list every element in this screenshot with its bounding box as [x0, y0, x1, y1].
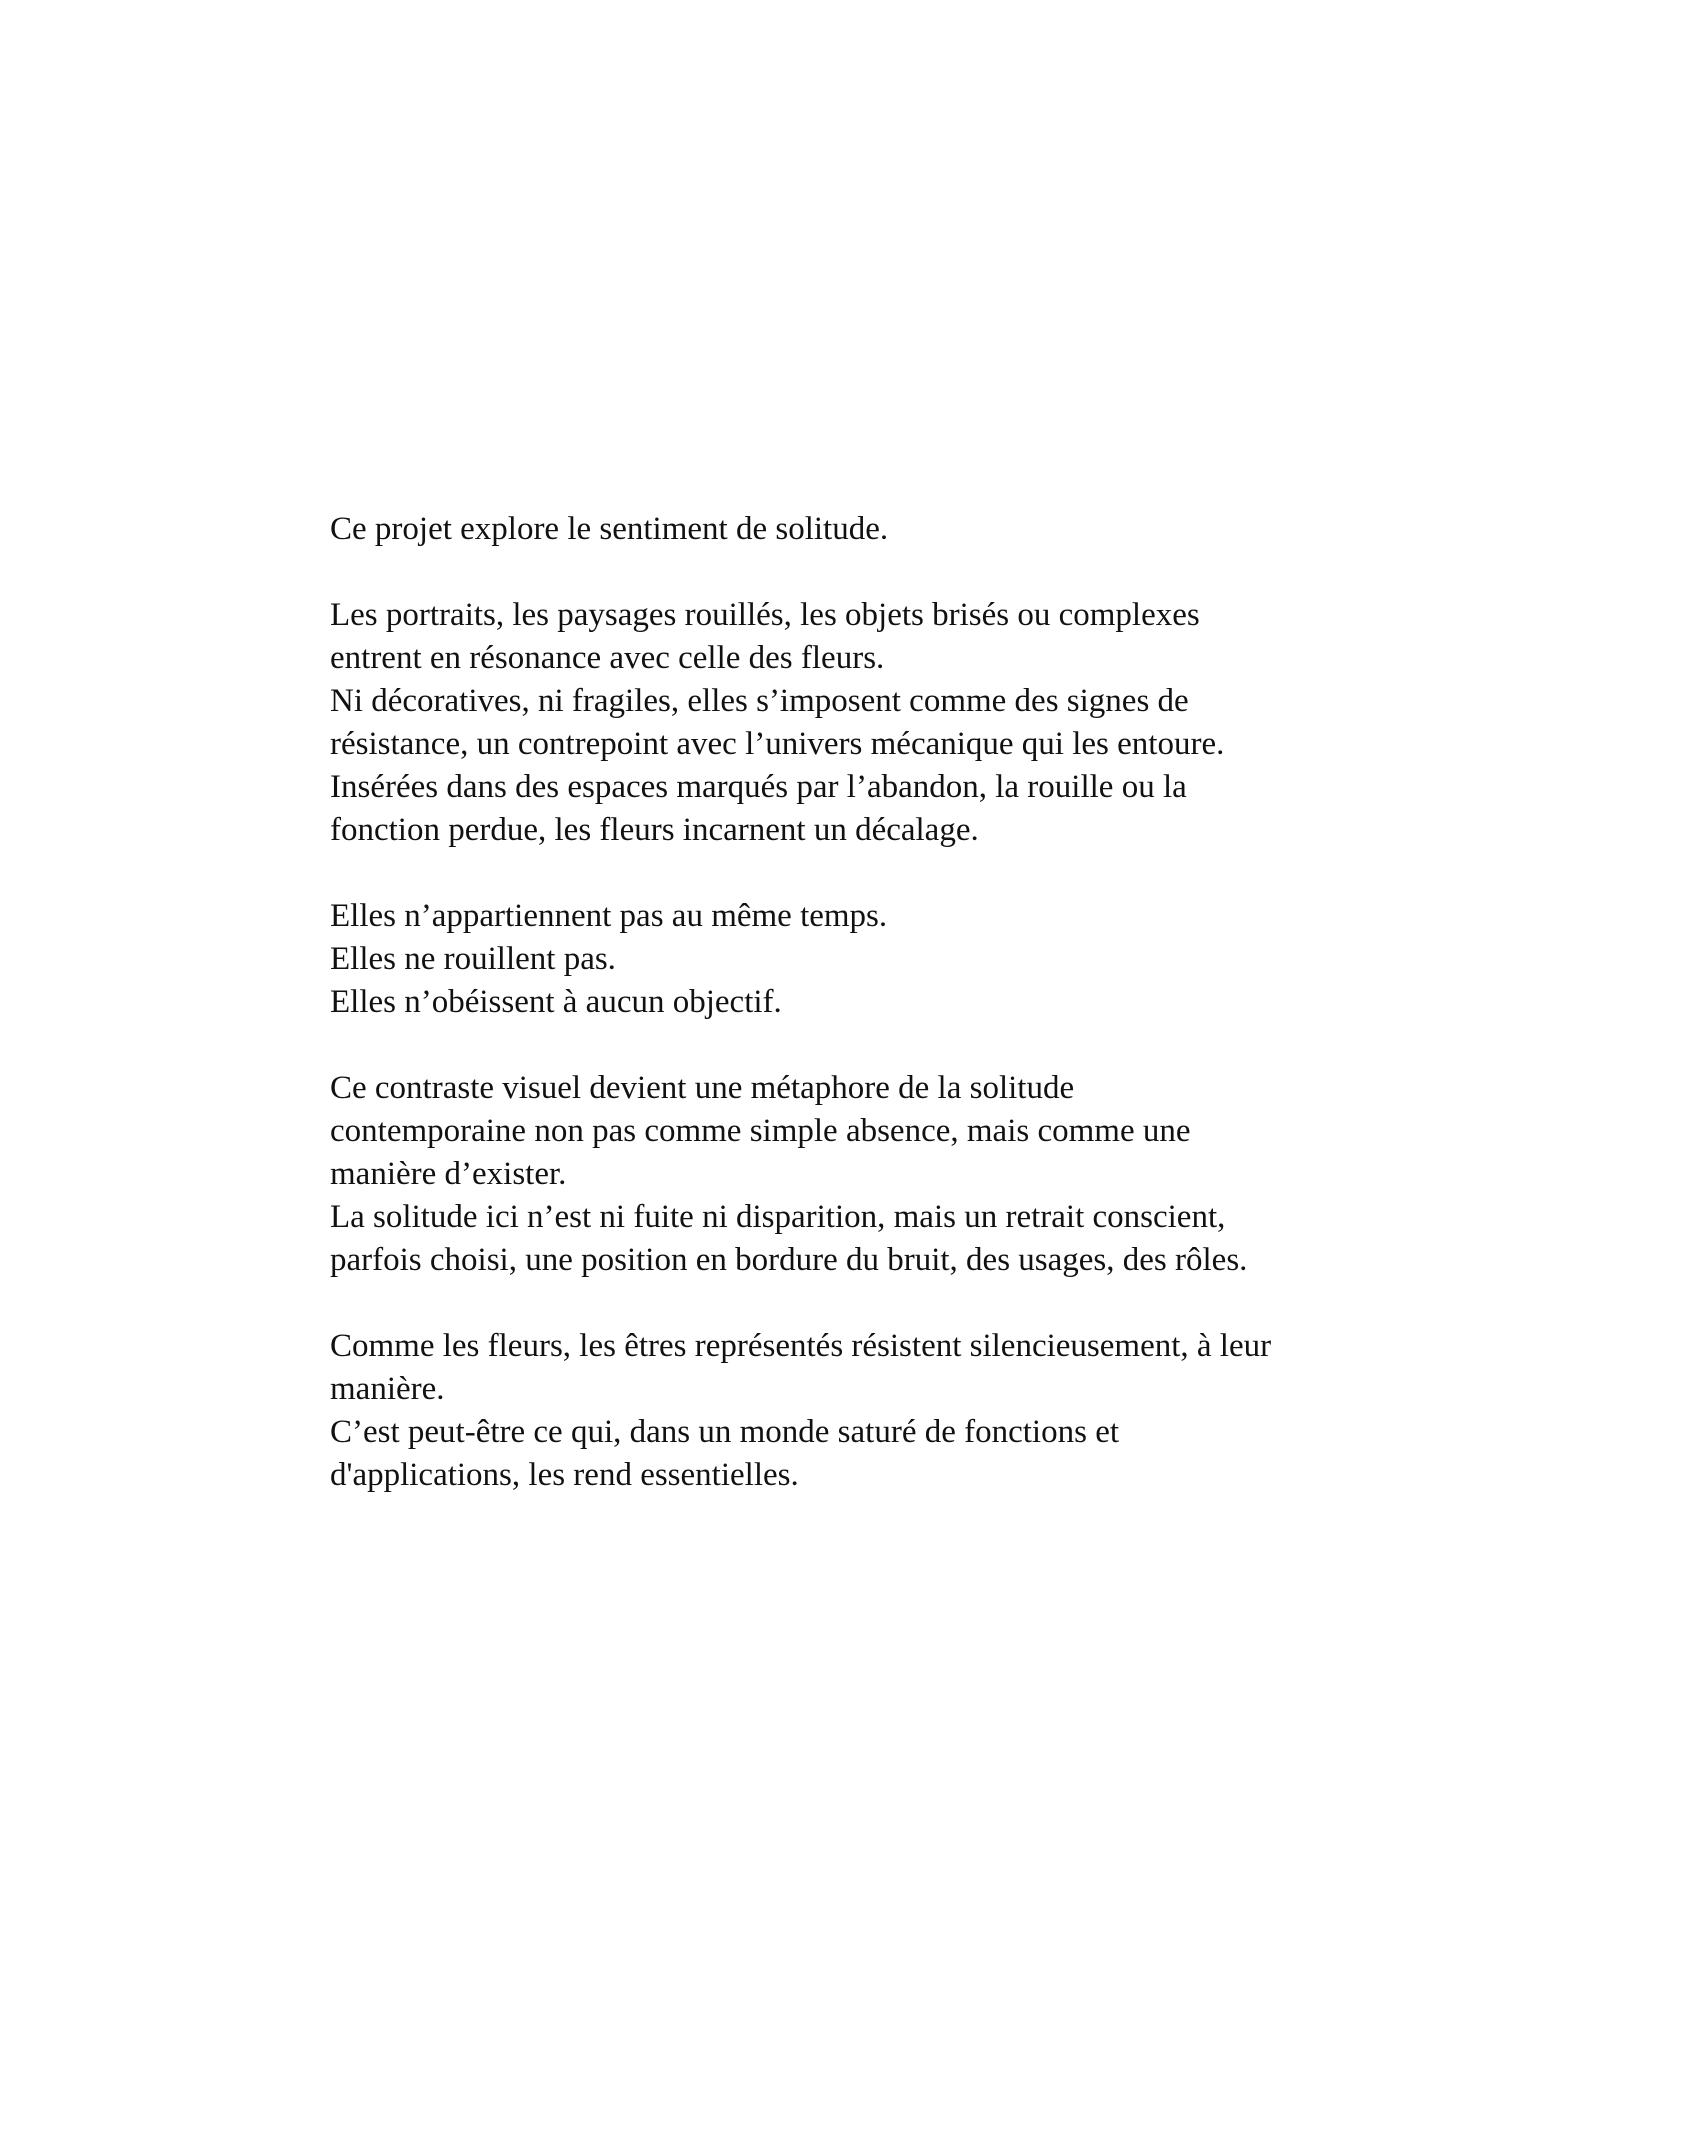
paragraph-2: [330, 594, 1430, 852]
text-line: contemporaine non pas comme simple absence, mais comme une: [330, 1113, 1191, 1149]
text-line: Elles n’obéissent à aucun objectif.: [330, 984, 782, 1020]
paragraph-3: [330, 895, 1430, 1024]
text-line: Ce contraste visuel devient une métaphore de la solitude: [330, 1070, 1075, 1106]
text-line: d'applications, les rend essentielles.: [330, 1457, 799, 1493]
text-line: La solitude ici n’est ni fuite ni disparition, mais un retrait conscient,: [330, 1199, 1226, 1235]
text-line: C’est peut-être ce qui, dans un monde saturé de fonctions et: [330, 1414, 1120, 1450]
text-line: parfois choisi, une position en bordure du bruit, des usages, des rôles.: [330, 1242, 1248, 1278]
paragraph-1: [330, 508, 1430, 551]
text-line: Comme les fleurs, les êtres représentés résistent silencieusement, à leur: [330, 1328, 1272, 1364]
paragraph-4: [330, 1067, 1430, 1282]
text-line: manière.: [330, 1371, 445, 1407]
text-line: Ce projet explore le sentiment de solitude.: [330, 511, 889, 547]
body-text: [330, 508, 1430, 1497]
paragraph-5: [330, 1325, 1430, 1497]
text-line: manière d’exister.: [330, 1156, 567, 1192]
text-line: Insérées dans des espaces marqués par l’abandon, la rouille ou la: [330, 769, 1187, 805]
text-line: résistance, un contrepoint avec l’univers mécanique qui les entoure.: [330, 726, 1225, 762]
text-line: fonction perdue, les fleurs incarnent un décalage.: [330, 812, 979, 848]
text-line: entrent en résonance avec celle des fleurs.: [330, 640, 885, 676]
text-line: Ni décoratives, ni fragiles, elles s’imposent comme des signes de: [330, 683, 1189, 719]
text-line: Les portraits, les paysages rouillés, les objets brisés ou complexes: [330, 597, 1200, 633]
text-line: Elles n’appartiennent pas au même temps.: [330, 898, 888, 934]
text-line: Elles ne rouillent pas.: [330, 941, 616, 977]
